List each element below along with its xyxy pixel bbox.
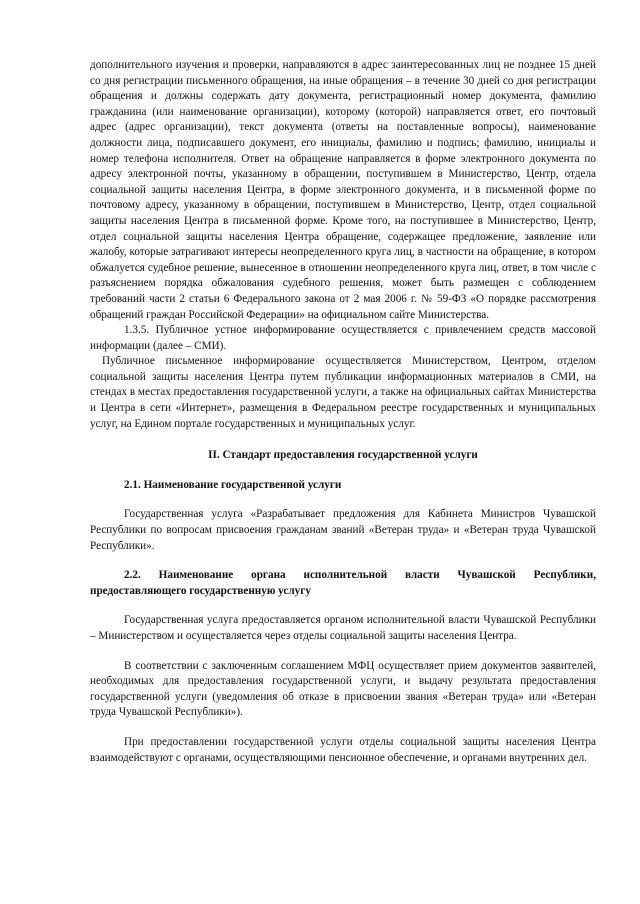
paragraph-mfc-agreement: В соответствии с заключенным соглашением МФЦ осуществляет прием документов заявителей, необходимых для предоставления государственной услуги, и выдачу результата предоставления государственной услуги (уведомления об отказе в присвоении звания «Ветеран труда» или «Ветеран труда Чувашской Республики»). xyxy=(90,659,596,719)
paragraph-executive-body: Государственная услуга предоставляется органом исполнительной власти Чувашской Республики – Министерством и осуществляется через отделы социальной защиты населения Центра. xyxy=(90,614,596,642)
paragraph-public-written-info: Публичное письменное информирование осуществляется Министерством, Центром, отделом социальной защиты населения Центра путем публикации информационных материалов в СМИ, на стендах в местах предоставления государственной услуги, а также на официальных сайтах Министерства и Центра в сети «Интернет», размещения в Федеральном реестре государственных и муниципальных услуг, на Едином портале государственных и муниципальных услуг. xyxy=(90,355,597,430)
paragraph-response-requirements: дополнительного изучения и проверки, направляются в адрес заинтересованных лиц не позднее 15 дней со дня регистрации письменного обращения, на иные обращения – в течение 30 дней со дня регистрации обращения и должны содержать дату документа, регистрационный номер документа, фамилию гражданина (или наименование организации), которому (которой) направляется ответ, его почтовый адрес (адрес организации), текст документа (ответы на поставленные вопросы), наименование должности лица, подписавшего документ, его инициалы, фамилию и подпись; фамилию, инициалы и номер телефона исполнителя. Ответ на обращение направляется в форме электронного документа по адресу электронной почты, указанному в обращении, поступившем в Министерство, Центр, отдела социальной защиты населения Центра, в форме электронного документа, и в письменной форме по почтовому адресу, указанному в обращении, поступившем в Министерство, Центр, отдел социальной защиты населения Центра в письменной форме. Кроме того, на поступившее в Министерство, Центр, отдел социальной защиты населения Центра обращение, содержащее предложение, заявление или жалобу, которые затрагивают интересы неопределенного круга лиц, в частности на обращение, в котором обжалуется судебное решение, вынесенное в отношении неопределенного круга лиц, ответ, в том числе с разъяснением порядка обжалования судебного решения, может быть размещен с соблюдением требований части 2 статьи 6 Федерального закона от 2 мая 2006 г. № 59-ФЗ «О порядке рассмотрения обращений граждан Российской Федерации» на официальном сайте Министерства. xyxy=(90,59,596,321)
section-heading-ii: II. Стандарт предоставления государственной услуги xyxy=(208,449,478,462)
paragraph-1-3-5: 1.3.5. Публичное устное информирование осуществляется с привлечением средств массовой информации (далее – СМИ). xyxy=(90,324,596,352)
subsection-heading-2-1: 2.1. Наименование государственной услуги xyxy=(124,478,342,491)
paragraph-service-name: Государственная услуга «Разрабатывает предложения для Кабинета Министров Чувашской Республики по вопросам присвоения гражданам званий «Ветеран труда» и «Ветеран труда Чувашской Республики». xyxy=(90,508,596,552)
subsection-heading-2-2: 2.2. Наименование органа исполнительной власти Чувашской Республики, предоставляющего государственную услугу xyxy=(90,569,596,597)
document-page xyxy=(90,58,596,766)
paragraph-interaction: При предоставлении государственной услуги отделы социальной защиты населения Центра взаимодействуют с органами, осуществляющими пенсионное обеспечение, и органами внутренних дел. xyxy=(90,735,596,764)
